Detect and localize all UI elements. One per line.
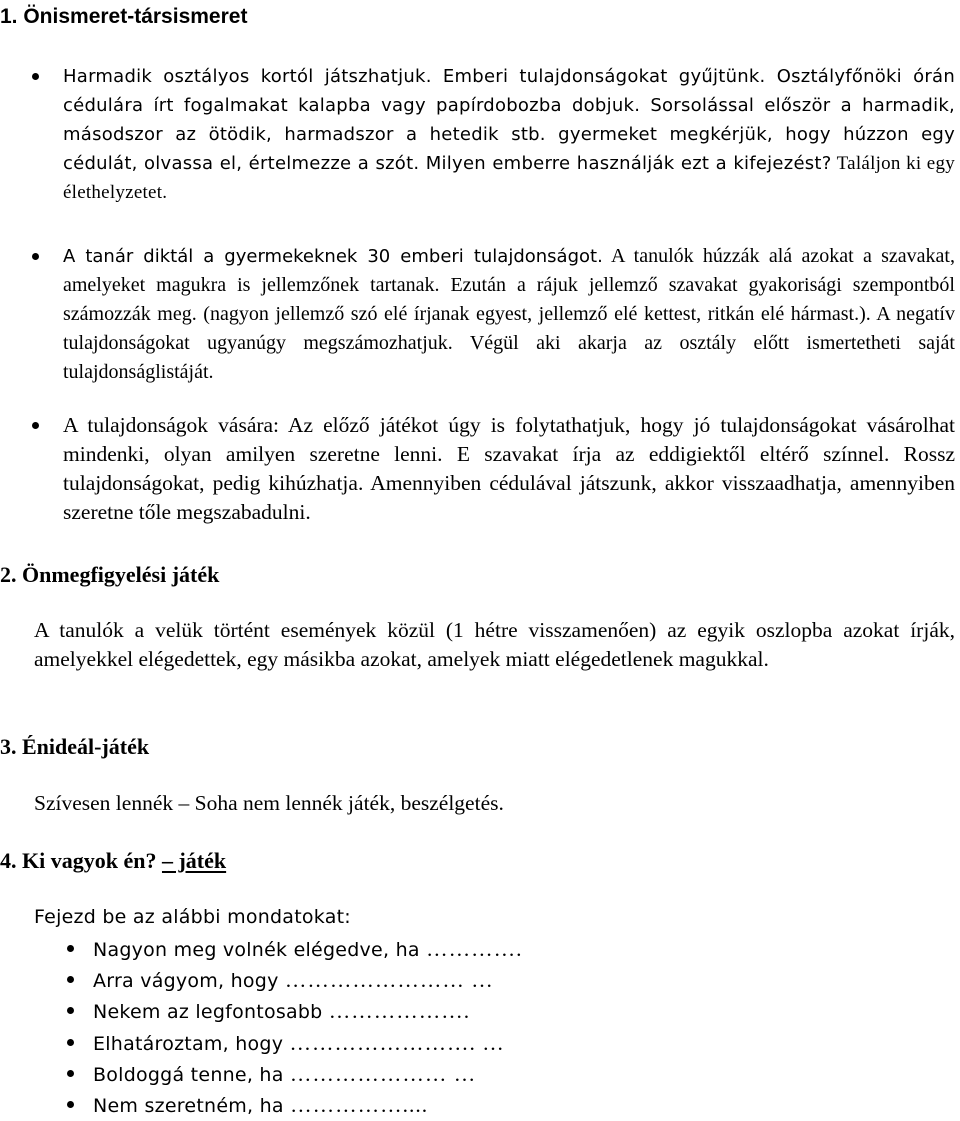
paragraph-1-text-end: Találjon ki egy élethelyzetet.: [63, 153, 955, 203]
section-4-title-text: 4. Ki vagyok én?: [0, 848, 162, 873]
list-item-text: Arra vágyom, hogy: [93, 970, 279, 992]
list-item-text: Nem szeretném, ha: [93, 1095, 284, 1117]
list-item: [93, 997, 470, 1027]
paragraph-2-text: A tanulók húzzák alá azokat a szavakat, amelyeket magukra is jellemzőnek tartanak. Ezután a rájuk jellemző szavakat gyakorisági szempontból számozzák meg. (nagyon jellemző szó elé írjanak egyest, jellemző elé kettest, ritkán elé hármast.). A negatív tulajdonságokat ugyanúgy megszámozhatjuk. Végül aki akarja az osztály előtt ismertetheti saját tulajdonságlistáját.: [63, 245, 955, 383]
section-3-title: 3. Énideál-játék: [0, 734, 150, 759]
list-item: [93, 1091, 428, 1121]
bullet-icon: [32, 73, 39, 80]
list-item-blank: …………………… …: [284, 968, 494, 992]
list-item-text: Boldoggá tenne, ha: [93, 1064, 284, 1086]
bullet-icon: [67, 976, 74, 983]
section-2-title: 2. Önmegfigyelési játék: [0, 562, 220, 587]
list-item: [93, 966, 494, 996]
list-item-blank: ………….: [426, 937, 523, 961]
section-4-intro: Fejezd be az alábbi mondatokat:: [34, 906, 351, 928]
bullet-icon: [67, 1101, 74, 1108]
section-4-title: [0, 847, 226, 875]
paragraph-1-text: Harmadik osztályos kortól játszhatjuk. Emberi tulajdonságokat gyűjtünk. Osztályfőnöki órán cédulára írt fogalmakat kalapba vagy papírdobozba dobjuk. Sorsolással először a harmadik, másodszor az ötödik, harmadszor a hetedik stb. gyermeket megkérjük, hogy húzzon egy cédulát, olvassa el, értelmezze a szót. Milyen emberre használják ezt a kifejezést?: [63, 66, 955, 174]
list-item: [93, 1029, 505, 1059]
section-4-title-underlined: – játék: [161, 848, 227, 873]
bullet-icon: [67, 1007, 74, 1014]
list-item: [93, 1060, 476, 1090]
section-1-paragraph-1: [63, 62, 955, 207]
bullet-icon: [67, 945, 74, 952]
section-1-paragraph-3: A tulajdonságok vására: Az előző játékot úgy is folytathatjuk, hogy jó tulajdonságokat vásárolhat mindenki, olyan amilyen szeretne lenni. E szavakat írja az eddigiektől eltérő színnel. Rossz tulajdonságokat, pedig kihúzhatja. Amennyiben cédulával játszunk, akkor visszaadhatja, amennyiben szeretne tőle megszabadulni.: [63, 413, 955, 524]
bullet-icon: [32, 253, 39, 260]
bullet-icon: [67, 1070, 74, 1077]
list-item-text: Nekem az legfontosabb: [93, 1001, 323, 1023]
section-3-paragraph: Szívesen lennék – Soha nem lennék játék, beszélgetés.: [34, 791, 504, 815]
paragraph-2-text-start: A tanár diktál a gyermekeknek 30 emberi tulajdonságot.: [63, 246, 603, 267]
list-item-blank: ……………....: [290, 1093, 429, 1117]
section-2-paragraph: A tanulók a velük történt események közül (1 hétre visszamenően) az egyik oszlopba azokat írják, amelyekkel elégedettek, egy másikba azokat, amelyek miatt elégedetlenek magukkal.: [34, 618, 955, 671]
list-item-text: Nagyon meg volnék elégedve, ha: [93, 939, 420, 961]
bullet-icon: [32, 422, 39, 429]
bullet-icon: [67, 1039, 74, 1046]
list-item-text: Elhatároztam, hogy: [93, 1033, 284, 1055]
list-item: [93, 935, 522, 965]
list-item-blank: ……………………. …: [289, 1031, 505, 1055]
list-item-blank: ……………….: [328, 999, 471, 1023]
section-1-paragraph-2: [63, 242, 955, 387]
list-item-blank: ………………… …: [289, 1062, 477, 1086]
section-1-title: 1. Önismeret-társismeret: [0, 5, 248, 28]
